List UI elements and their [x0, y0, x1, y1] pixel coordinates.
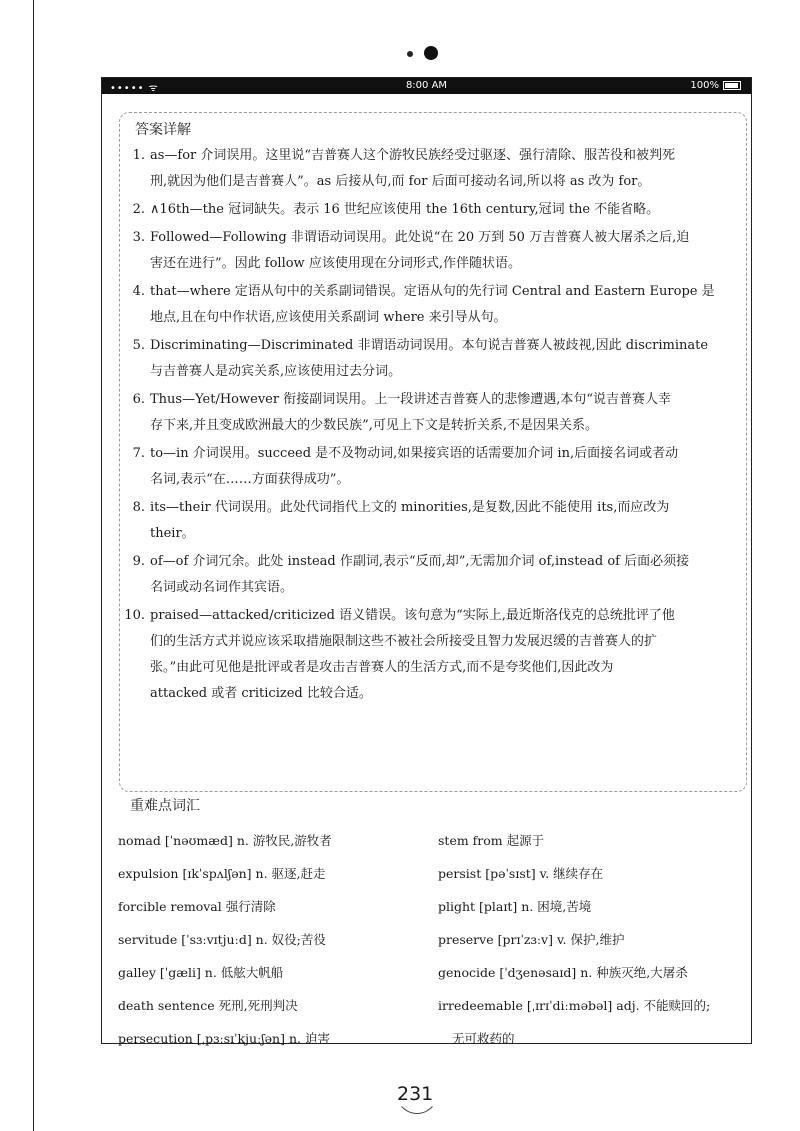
answer-number: 4. — [132, 284, 145, 299]
vocabulary-heading: 重难点词汇 — [130, 798, 200, 814]
answer-line: its—their 代词误用。此处代词指代上文的 minorities,是复数,因此不能使用 its,而应改为 — [150, 500, 670, 515]
answer-number: 1. — [132, 148, 145, 163]
answer-line: 张。”由此可见他是批评或者是攻击吉普赛人的生活方式,而不是夸奖他们,因此改为 — [150, 660, 614, 675]
answer-number: 6. — [132, 392, 145, 407]
vocab-entry: preserve [prɪˈzɜːv] v. 保护,维护 — [438, 932, 625, 947]
scan-edge-line — [33, 0, 34, 1131]
vocab-entry: irredeemable [ˌɪrɪˈdiːməbəl] adj. 不能赎回的; — [438, 998, 711, 1013]
answer-line: that—where 定语从句中的关系副词错误。定语从句的先行词 Central and Eastern Europe 是 — [150, 284, 715, 299]
battery-icon — [723, 81, 741, 90]
vocab-entry: servitude [ˈsɜːvɪtjuːd] n. 奴役;苦役 — [118, 932, 326, 947]
vocab-entry: plight [plaɪt] n. 困境,苦境 — [438, 899, 592, 914]
answer-line: 害还在进行”。因此 follow 应该使用现在分词形式,作伴随状语。 — [150, 256, 521, 271]
answer-number: 3. — [132, 230, 145, 245]
answer-line: of—of 介词冗余。此处 instead 作副词,表示“反而,却”,无需加介词 of,instead of 后面必须接 — [150, 554, 690, 569]
answer-line: 存下来,并且变成欧洲最大的少数民族”,可见上下文是转折关系,不是因果关系。 — [150, 418, 599, 433]
vocab-entry: stem from 起源于 — [438, 833, 545, 848]
signal-indicator: ••••• ᯤ — [110, 83, 159, 94]
answer-line: 刑,就因为他们是吉普赛人”。as 后接从句,而 for 后面可接动名词,所以将 as 改为 for。 — [150, 174, 651, 189]
vocab-entry: galley [ˈgæli] n. 低舷大帆船 — [118, 965, 284, 980]
vocab-entry: nomad [ˈnəʊmæd] n. 游牧民,游牧者 — [118, 833, 332, 848]
vocab-entry: death sentence 死刑,死刑判决 — [118, 998, 298, 1013]
battery-status — [690, 80, 741, 91]
answer-number: 7. — [132, 446, 145, 461]
answer-line: praised—attacked/criticized 语义错误。该句意为“实际上,最近斯洛伐克的总统批评了他 — [150, 608, 675, 623]
vocab-entry: forcible removal 强行清除 — [118, 899, 276, 914]
answer-line: Followed—Following 非谓语动词误用。此处说“在 20 万到 50 万吉普赛人被大屠杀之后,迫 — [150, 230, 690, 245]
answer-line: 们的生活方式并说应该采取措施限制这些不被社会所接受且智力发展迟缓的吉普赛人的扩 — [150, 634, 658, 649]
answer-line: 与吉普赛人是动宾关系,应该使用过去分词。 — [150, 364, 402, 379]
answer-number: 9. — [132, 554, 145, 569]
answer-line: 地点,且在句中作状语,应该使用关系副词 where 来引导从句。 — [150, 310, 507, 325]
answer-line: 名词或动名词作其宾语。 — [150, 580, 294, 595]
device-frame — [101, 77, 752, 1044]
vocab-entry: persist [pəˈsɪst] v. 继续存在 — [438, 866, 604, 881]
vocab-entry: expulsion [ɪkˈspʌlʃən] n. 驱逐,赶走 — [118, 866, 326, 881]
decorative-bullet — [424, 46, 438, 60]
page-number: 231 — [397, 1083, 434, 1105]
decorative-dot — [407, 51, 413, 57]
answer-line: as—for 介词误用。这里说“吉普赛人这个游牧民族经受过驱逐、强行清除、服苦役和被判死 — [150, 148, 676, 163]
battery-percent: 100% — [690, 80, 719, 91]
vocab-entry: genocide [ˈdʒenəsaɪd] n. 种族灭绝,大屠杀 — [438, 965, 688, 980]
vocab-entry: persecution [ˌpɜːsɪˈkjuːʃən] n. 迫害 — [118, 1031, 330, 1046]
answer-line: their。 — [150, 526, 195, 541]
status-bar — [102, 78, 751, 94]
status-time: 8:00 AM — [405, 80, 448, 91]
answer-number: 2. — [132, 202, 145, 217]
answer-number: 10. — [124, 608, 145, 623]
answer-line: Thus—Yet/However 衔接副词误用。上一段讲述吉普赛人的悲惨遭遇,本句“说吉普赛人幸 — [150, 392, 671, 407]
vocab-entry: 无可救药的 — [452, 1031, 515, 1046]
answer-number: 5. — [132, 338, 145, 353]
answer-line: to—in 介词误用。succeed 是不及物动词,如果接宾语的话需要加介词 in,后面接名词或者动 — [150, 446, 679, 461]
answers-heading: 答案详解 — [135, 122, 191, 138]
answer-line: ∧16th—the 冠词缺失。表示 16 世纪应该使用 the 16th century,冠词 the 不能省略。 — [150, 202, 660, 217]
answer-line: 名词,表示“在……方面获得成功”。 — [150, 472, 350, 487]
answer-number: 8. — [132, 500, 145, 515]
answer-explanation-box — [119, 112, 747, 792]
answer-line: attacked 或者 criticized 比较合适。 — [150, 686, 372, 701]
answer-line: Discriminating—Discriminated 非谓语动词误用。本句说吉普赛人被歧视,因此 discriminate — [150, 338, 709, 353]
